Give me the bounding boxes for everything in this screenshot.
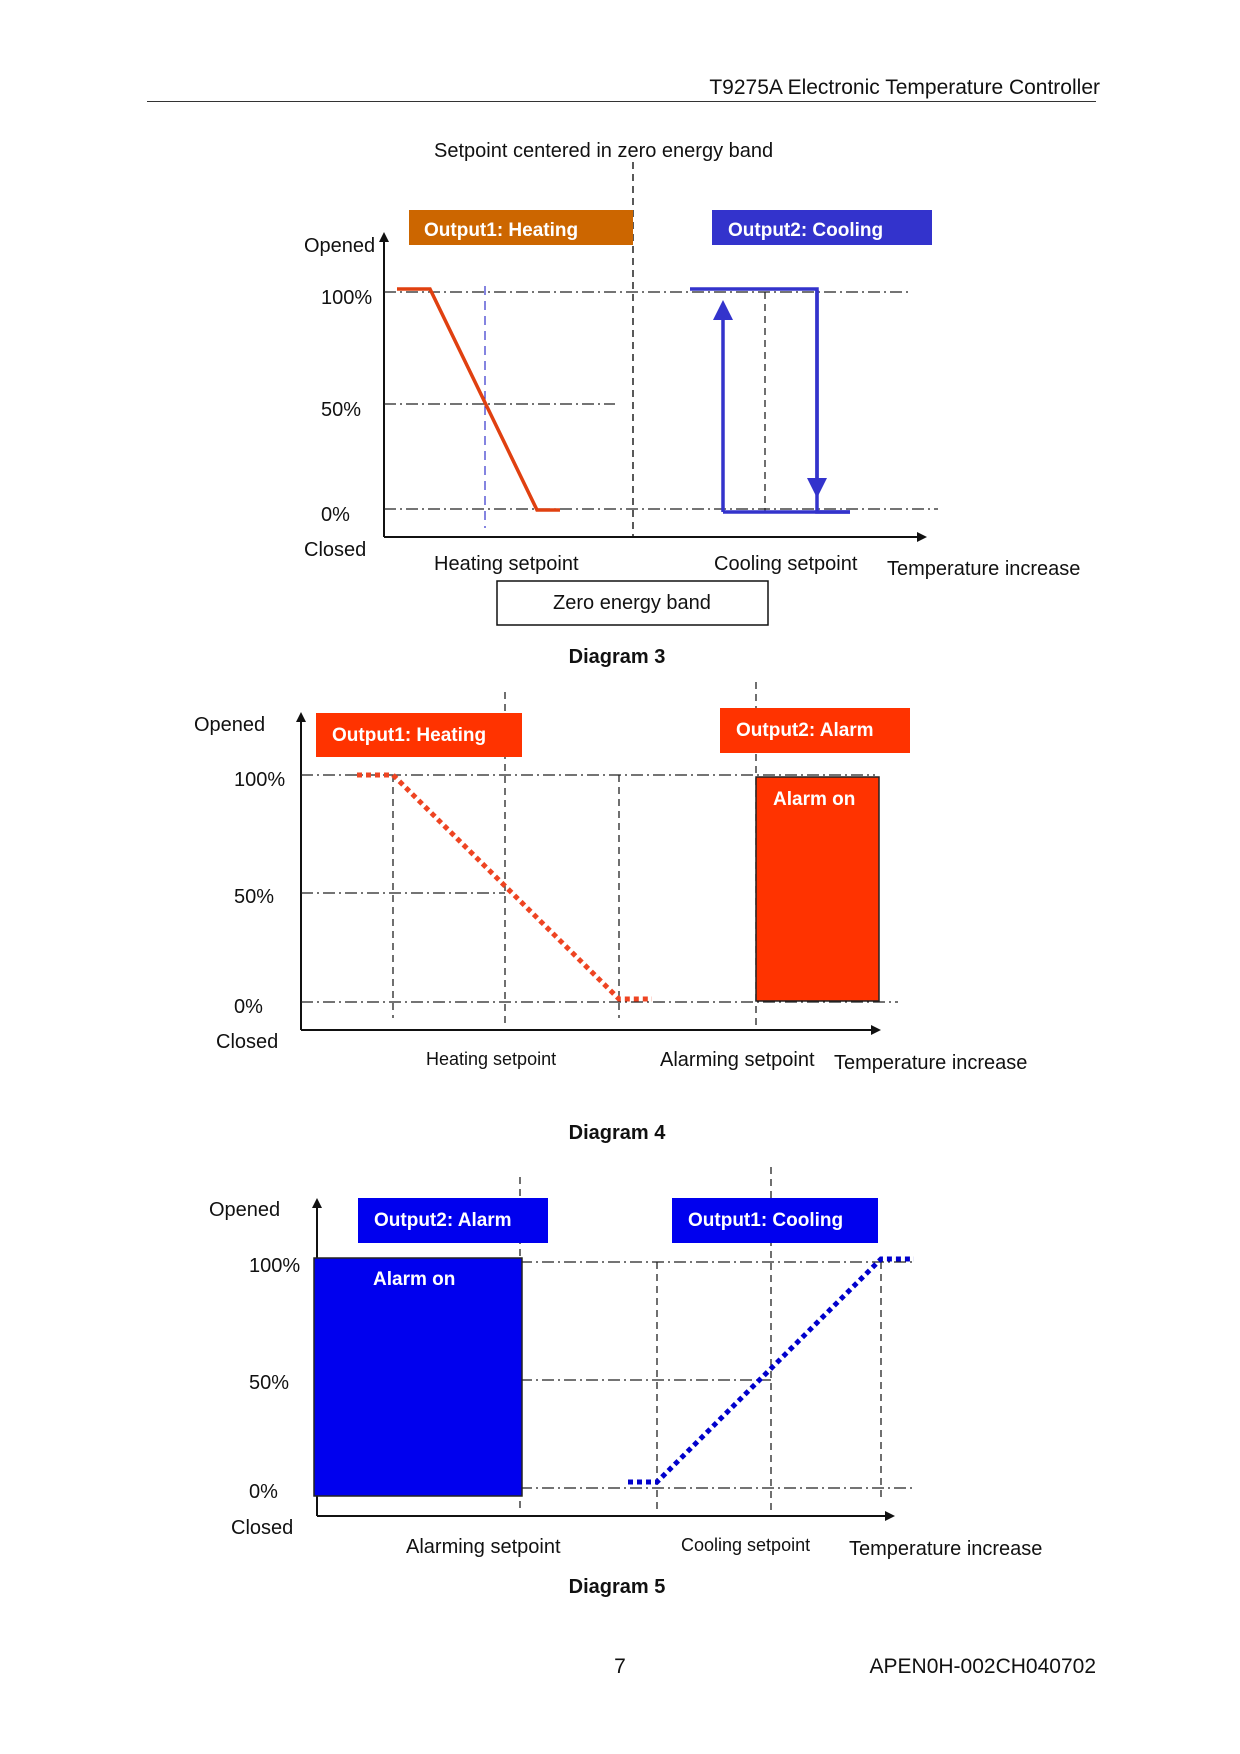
x-axis-label: Temperature increase	[887, 558, 1081, 580]
x-axis-label: Temperature increase	[849, 1538, 1043, 1560]
alarming-setpoint-label: Alarming setpoint	[406, 1536, 561, 1558]
y-label-50: 50%	[249, 1372, 290, 1394]
alarm-on-block	[756, 777, 879, 1001]
y-label-closed: Closed	[231, 1517, 294, 1539]
diagram-4	[194, 682, 1027, 1144]
diagram5-caption: Diagram 5	[568, 1576, 666, 1598]
alarming-setpoint-label: Alarming setpoint	[660, 1049, 815, 1071]
diagram3-title: Setpoint centered in zero energy band	[434, 140, 774, 162]
zero-energy-band-label: Zero energy band	[553, 592, 711, 614]
alarm-on-block	[314, 1258, 522, 1496]
y-label-0: 0%	[234, 996, 263, 1018]
y-label-50: 50%	[234, 886, 275, 908]
diagram-5	[209, 1167, 1042, 1598]
alarm-on-label: Alarm on	[773, 789, 856, 810]
output2-cooling-label: Output2: Cooling	[728, 220, 884, 241]
y-label-closed: Closed	[304, 539, 367, 561]
cooling-curve-top	[690, 289, 850, 512]
heating-setpoint-label: Heating setpoint	[434, 553, 579, 575]
y-label-100: 100%	[321, 287, 373, 309]
cooling-setpoint-label: Cooling setpoint	[681, 1535, 811, 1555]
output1-cooling-label: Output1: Cooling	[688, 1210, 844, 1231]
heating-curve	[397, 289, 560, 510]
y-label-100: 100%	[249, 1255, 301, 1277]
diagram4-caption: Diagram 4	[568, 1122, 666, 1144]
page-header-title: T9275A Electronic Temperature Controller	[709, 76, 1100, 99]
cooling-setpoint-label: Cooling setpoint	[714, 553, 858, 575]
y-label-opened: Opened	[194, 714, 266, 736]
x-axis-label: Temperature increase	[834, 1052, 1028, 1074]
output2-alarm-label: Output2: Alarm	[736, 720, 874, 741]
diagram-3	[304, 140, 1080, 668]
y-label-50: 50%	[321, 399, 362, 421]
output2-alarm-label: Output2: Alarm	[374, 1210, 512, 1231]
output1-heating-label: Output1: Heating	[424, 220, 579, 241]
diagram3-caption: Diagram 3	[568, 646, 666, 668]
y-label-opened: Opened	[209, 1199, 281, 1221]
output1-heating-label: Output1: Heating	[332, 725, 487, 746]
alarm-on-label: Alarm on	[373, 1269, 456, 1290]
y-label-0: 0%	[249, 1481, 278, 1503]
page-number: 7	[614, 1655, 626, 1678]
heating-setpoint-label: Heating setpoint	[426, 1049, 557, 1069]
y-label-100: 100%	[234, 769, 286, 791]
document-code: APEN0H-002CH040702	[869, 1655, 1096, 1678]
y-label-0: 0%	[321, 504, 350, 526]
y-label-opened: Opened	[304, 235, 376, 257]
y-label-closed: Closed	[216, 1031, 279, 1053]
